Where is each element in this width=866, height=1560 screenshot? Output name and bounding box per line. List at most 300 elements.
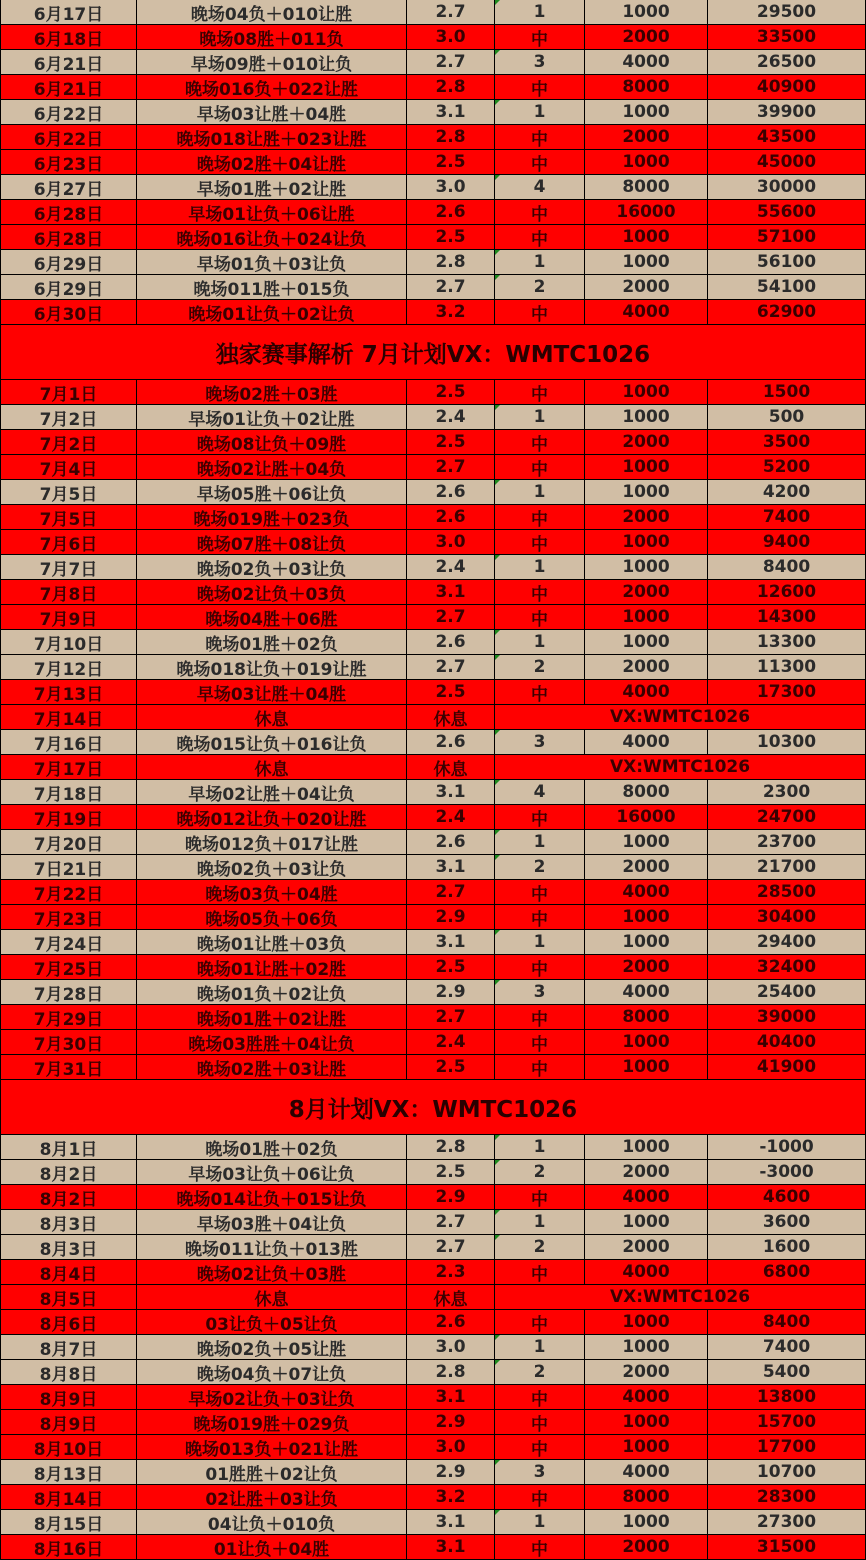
stake-cell: 1000	[585, 1510, 708, 1535]
stake-cell: 1000	[585, 1310, 708, 1335]
date-cell: 8月9日	[0, 1385, 137, 1410]
result-cell: 1	[495, 1510, 585, 1535]
pick-cell: 晚场018让胜＋023让胜	[137, 125, 407, 150]
pick-cell: 晚场011胜＋015负	[137, 275, 407, 300]
stake-cell: 8000	[585, 1485, 708, 1510]
total-cell: 27300	[708, 1510, 866, 1535]
odds-cell: 3.2	[407, 300, 495, 325]
table-row	[0, 680, 866, 705]
pick-cell: 早场01让负＋02让胜	[137, 405, 407, 430]
result-cell: 中	[495, 905, 585, 930]
note-cell: VX:WMTC1026	[495, 1285, 866, 1310]
table-row	[0, 430, 866, 455]
total-cell: 23700	[708, 830, 866, 855]
odds-cell: 2.6	[407, 630, 495, 655]
pick-cell: 晚场04负＋010让胜	[137, 0, 407, 25]
odds-cell: 3.2	[407, 1485, 495, 1510]
pick-cell: 晚场01负＋02让负	[137, 980, 407, 1005]
total-cell: 40400	[708, 1030, 866, 1055]
banner-text: 8月计划VX：WMTC1026	[0, 1080, 866, 1135]
result-cell: 中	[495, 505, 585, 530]
total-cell: 33500	[708, 25, 866, 50]
stake-cell: 1000	[585, 930, 708, 955]
date-cell: 6月21日	[0, 50, 137, 75]
total-cell: 25400	[708, 980, 866, 1005]
date-cell: 6月27日	[0, 175, 137, 200]
date-cell: 6月18日	[0, 25, 137, 50]
result-cell: 中	[495, 880, 585, 905]
stake-cell: 16000	[585, 805, 708, 830]
total-cell: 13800	[708, 1385, 866, 1410]
date-cell: 7月2日	[0, 430, 137, 455]
table-row	[0, 405, 866, 430]
result-cell: 中	[495, 605, 585, 630]
date-cell: 6月30日	[0, 300, 137, 325]
pick-cell: 早场03让胜＋04胜	[137, 100, 407, 125]
stake-cell: 1000	[585, 455, 708, 480]
table-row	[0, 1310, 866, 1335]
result-cell: 中	[495, 580, 585, 605]
table-row	[0, 505, 866, 530]
date-cell: 8月8日	[0, 1360, 137, 1385]
odds-cell: 2.9	[407, 1410, 495, 1435]
odds-cell: 休息	[407, 1285, 495, 1310]
table-row	[0, 1410, 866, 1435]
date-cell: 7月20日	[0, 830, 137, 855]
result-cell: 中	[495, 300, 585, 325]
stake-cell: 4000	[585, 730, 708, 755]
date-cell: 6月29日	[0, 275, 137, 300]
result-cell: 中	[495, 955, 585, 980]
table-row	[0, 555, 866, 580]
stake-cell: 1000	[585, 830, 708, 855]
date-cell: 8月13日	[0, 1460, 137, 1485]
date-cell: 7月25日	[0, 955, 137, 980]
stake-cell: 4000	[585, 880, 708, 905]
odds-cell: 2.4	[407, 555, 495, 580]
table-row	[0, 1210, 866, 1235]
total-cell: 39000	[708, 1005, 866, 1030]
total-cell: 26500	[708, 50, 866, 75]
date-cell: 8月1日	[0, 1135, 137, 1160]
stake-cell: 2000	[585, 1160, 708, 1185]
odds-cell: 2.8	[407, 75, 495, 100]
odds-cell: 2.9	[407, 905, 495, 930]
table-row	[0, 1385, 866, 1410]
odds-cell: 2.4	[407, 1030, 495, 1055]
date-cell: 8月14日	[0, 1485, 137, 1510]
result-cell: 1	[495, 930, 585, 955]
date-cell: 6月17日	[0, 0, 137, 25]
odds-cell: 2.6	[407, 480, 495, 505]
odds-cell: 2.5	[407, 150, 495, 175]
date-cell: 7月23日	[0, 905, 137, 930]
odds-cell: 2.9	[407, 1460, 495, 1485]
table-row	[0, 955, 866, 980]
table-row	[0, 805, 866, 830]
date-cell: 7月7日	[0, 555, 137, 580]
table-row	[0, 250, 866, 275]
total-cell: 62900	[708, 300, 866, 325]
date-cell: 6月21日	[0, 75, 137, 100]
total-cell: 29400	[708, 930, 866, 955]
odds-cell: 2.6	[407, 505, 495, 530]
pick-cell: 晚场03胜胜＋04让负	[137, 1030, 407, 1055]
table-row	[0, 1260, 866, 1285]
odds-cell: 3.1	[407, 780, 495, 805]
pick-cell: 早场01负＋03让负	[137, 250, 407, 275]
stake-cell: 4000	[585, 300, 708, 325]
date-cell: 7月29日	[0, 1005, 137, 1030]
table-row	[0, 1460, 866, 1485]
result-cell: 中	[495, 200, 585, 225]
stake-cell: 1000	[585, 1335, 708, 1360]
date-cell: 7月16日	[0, 730, 137, 755]
date-cell: 8月2日	[0, 1160, 137, 1185]
table-row	[0, 225, 866, 250]
total-cell: 17700	[708, 1435, 866, 1460]
result-cell: 中	[495, 1185, 585, 1210]
odds-cell: 3.0	[407, 1335, 495, 1360]
date-cell: 7月24日	[0, 930, 137, 955]
table-row	[0, 605, 866, 630]
stake-cell: 2000	[585, 25, 708, 50]
stake-cell: 1000	[585, 1030, 708, 1055]
pick-cell: 02让胜＋03让负	[137, 1485, 407, 1510]
pick-cell: 03让负＋05让负	[137, 1310, 407, 1335]
stake-cell: 8000	[585, 75, 708, 100]
result-cell: 1	[495, 405, 585, 430]
pick-cell: 01让负＋04胜	[137, 1535, 407, 1560]
pick-cell: 晚场02负＋05让胜	[137, 1335, 407, 1360]
pick-cell: 早场03让负＋06让负	[137, 1160, 407, 1185]
stake-cell: 1000	[585, 555, 708, 580]
total-cell: 31500	[708, 1535, 866, 1560]
pick-cell: 早场01胜＋02让胜	[137, 175, 407, 200]
result-cell: 2	[495, 1235, 585, 1260]
stake-cell: 4000	[585, 1385, 708, 1410]
result-cell: 2	[495, 855, 585, 880]
odds-cell: 2.7	[407, 0, 495, 25]
stake-cell: 4000	[585, 980, 708, 1005]
stake-cell: 16000	[585, 200, 708, 225]
odds-cell: 3.1	[407, 100, 495, 125]
total-cell: 29500	[708, 0, 866, 25]
total-cell: 2300	[708, 780, 866, 805]
total-cell: 15700	[708, 1410, 866, 1435]
odds-cell: 2.5	[407, 380, 495, 405]
odds-cell: 2.8	[407, 125, 495, 150]
result-cell: 1	[495, 1335, 585, 1360]
odds-cell: 2.5	[407, 225, 495, 250]
result-cell: 中	[495, 25, 585, 50]
odds-cell: 3.1	[407, 855, 495, 880]
date-cell: 8月2日	[0, 1185, 137, 1210]
rest-row	[0, 755, 866, 780]
result-cell: 3	[495, 50, 585, 75]
total-cell: 39900	[708, 100, 866, 125]
pick-cell: 早场03胜＋04让负	[137, 1210, 407, 1235]
date-cell: 7月19日	[0, 805, 137, 830]
total-cell: 10300	[708, 730, 866, 755]
stake-cell: 2000	[585, 275, 708, 300]
odds-cell: 2.9	[407, 1185, 495, 1210]
result-cell: 1	[495, 480, 585, 505]
note-cell: VX:WMTC1026	[495, 755, 866, 780]
date-cell: 8月3日	[0, 1235, 137, 1260]
stake-cell: 1000	[585, 530, 708, 555]
date-cell: 7日21日	[0, 855, 137, 880]
table-row	[0, 1160, 866, 1185]
pick-cell: 早场02让胜＋04让负	[137, 780, 407, 805]
table-row	[0, 780, 866, 805]
date-cell: 7月18日	[0, 780, 137, 805]
total-cell: 3500	[708, 430, 866, 455]
odds-cell: 2.5	[407, 1160, 495, 1185]
pick-cell: 晚场01胜＋02让胜	[137, 1005, 407, 1030]
odds-cell: 2.5	[407, 680, 495, 705]
total-cell: 43500	[708, 125, 866, 150]
table-row	[0, 100, 866, 125]
stake-cell: 2000	[585, 430, 708, 455]
total-cell: 21700	[708, 855, 866, 880]
table-row	[0, 630, 866, 655]
stake-cell: 2000	[585, 1360, 708, 1385]
table-row	[0, 50, 866, 75]
odds-cell: 2.4	[407, 405, 495, 430]
date-cell: 7月2日	[0, 405, 137, 430]
odds-cell: 2.3	[407, 1260, 495, 1285]
result-cell: 1	[495, 630, 585, 655]
date-cell: 7月13日	[0, 680, 137, 705]
stake-cell: 2000	[585, 855, 708, 880]
total-cell: 28500	[708, 880, 866, 905]
table-row	[0, 580, 866, 605]
total-cell: 12600	[708, 580, 866, 605]
stake-cell: 2000	[585, 580, 708, 605]
pick-cell: 晚场02胜＋03让胜	[137, 1055, 407, 1080]
pick-cell: 晚场013负＋021让胜	[137, 1435, 407, 1460]
odds-cell: 2.6	[407, 1310, 495, 1335]
stake-cell: 1000	[585, 480, 708, 505]
pick-cell: 晚场014让负＋015让负	[137, 1185, 407, 1210]
pick-cell: 晚场02负＋03让负	[137, 855, 407, 880]
stake-cell: 8000	[585, 175, 708, 200]
table-row	[0, 655, 866, 680]
odds-cell: 2.8	[407, 1135, 495, 1160]
odds-cell: 2.8	[407, 1360, 495, 1385]
section-banner	[0, 325, 866, 380]
stake-cell: 2000	[585, 655, 708, 680]
date-cell: 8月4日	[0, 1260, 137, 1285]
result-cell: 3	[495, 730, 585, 755]
odds-cell: 3.0	[407, 530, 495, 555]
total-cell: 13300	[708, 630, 866, 655]
result-cell: 1	[495, 1210, 585, 1235]
odds-cell: 3.0	[407, 1435, 495, 1460]
odds-cell: 2.5	[407, 1055, 495, 1080]
result-cell: 中	[495, 225, 585, 250]
pick-cell: 晚场01胜＋02负	[137, 630, 407, 655]
pick-cell: 晚场07胜＋08让负	[137, 530, 407, 555]
date-cell: 7月17日	[0, 755, 137, 780]
table-row	[0, 380, 866, 405]
odds-cell: 2.7	[407, 655, 495, 680]
date-cell: 7月4日	[0, 455, 137, 480]
table-row	[0, 980, 866, 1005]
stake-cell: 1000	[585, 1410, 708, 1435]
total-cell: 1500	[708, 380, 866, 405]
pick-cell: 晚场012让负＋020让胜	[137, 805, 407, 830]
total-cell: 11300	[708, 655, 866, 680]
result-cell: 1	[495, 0, 585, 25]
result-cell: 中	[495, 1410, 585, 1435]
total-cell: 55600	[708, 200, 866, 225]
pick-cell: 晚场012负＋017让胜	[137, 830, 407, 855]
table-row	[0, 1185, 866, 1210]
table-row	[0, 125, 866, 150]
result-cell: 中	[495, 430, 585, 455]
total-cell: 28300	[708, 1485, 866, 1510]
section-banner	[0, 1080, 866, 1135]
total-cell: 7400	[708, 1335, 866, 1360]
total-cell: 56100	[708, 250, 866, 275]
stake-cell: 1000	[585, 1055, 708, 1080]
pick-cell: 晚场02让胜＋04负	[137, 455, 407, 480]
total-cell: 30400	[708, 905, 866, 930]
table-row	[0, 905, 866, 930]
total-cell: 5400	[708, 1360, 866, 1385]
odds-cell: 3.0	[407, 25, 495, 50]
pick-cell: 04让负＋010负	[137, 1510, 407, 1535]
total-cell: 1600	[708, 1235, 866, 1260]
odds-cell: 3.1	[407, 1510, 495, 1535]
pick-cell: 晚场02胜＋04让胜	[137, 150, 407, 175]
date-cell: 8月16日	[0, 1535, 137, 1560]
pick-cell: 休息	[137, 705, 407, 730]
result-cell: 中	[495, 125, 585, 150]
date-cell: 7月14日	[0, 705, 137, 730]
result-cell: 中	[495, 805, 585, 830]
pick-cell: 早场01让负＋06让胜	[137, 200, 407, 225]
result-cell: 1	[495, 555, 585, 580]
pick-cell: 晚场01胜＋02负	[137, 1135, 407, 1160]
pick-cell: 晚场02胜＋03胜	[137, 380, 407, 405]
table-row	[0, 1535, 866, 1560]
date-cell: 7月28日	[0, 980, 137, 1005]
stake-cell: 1000	[585, 0, 708, 25]
total-cell: 4600	[708, 1185, 866, 1210]
odds-cell: 2.7	[407, 1005, 495, 1030]
date-cell: 7月8日	[0, 580, 137, 605]
date-cell: 8月7日	[0, 1335, 137, 1360]
total-cell: 4200	[708, 480, 866, 505]
table-row	[0, 1005, 866, 1030]
odds-cell: 2.7	[407, 1210, 495, 1235]
total-cell: 6800	[708, 1260, 866, 1285]
odds-cell: 3.1	[407, 1385, 495, 1410]
result-cell: 中	[495, 455, 585, 480]
pick-cell: 休息	[137, 755, 407, 780]
date-cell: 8月15日	[0, 1510, 137, 1535]
table-row	[0, 1360, 866, 1385]
result-cell: 中	[495, 1310, 585, 1335]
date-cell: 7月22日	[0, 880, 137, 905]
date-cell: 8月5日	[0, 1285, 137, 1310]
date-cell: 7月9日	[0, 605, 137, 630]
table-row	[0, 150, 866, 175]
odds-cell: 3.1	[407, 930, 495, 955]
odds-cell: 2.6	[407, 730, 495, 755]
stake-cell: 2000	[585, 1235, 708, 1260]
date-cell: 7月10日	[0, 630, 137, 655]
odds-cell: 休息	[407, 755, 495, 780]
stake-cell: 4000	[585, 1260, 708, 1285]
result-cell: 1	[495, 250, 585, 275]
table-row	[0, 1135, 866, 1160]
result-cell: 中	[495, 1055, 585, 1080]
table-row	[0, 530, 866, 555]
pick-cell: 早场02让负＋03让负	[137, 1385, 407, 1410]
result-cell: 1	[495, 830, 585, 855]
total-cell: 40900	[708, 75, 866, 100]
pick-cell: 晚场02让负＋03胜	[137, 1260, 407, 1285]
stake-cell: 1000	[585, 100, 708, 125]
pick-cell: 晚场016负＋022让胜	[137, 75, 407, 100]
stake-cell: 2000	[585, 1535, 708, 1560]
table-row	[0, 855, 866, 880]
pick-cell: 晚场019胜＋023负	[137, 505, 407, 530]
date-cell: 8月6日	[0, 1310, 137, 1335]
total-cell: 30000	[708, 175, 866, 200]
stake-cell: 2000	[585, 125, 708, 150]
table-row	[0, 455, 866, 480]
banner-text: 独家赛事解析 7月计划VX：WMTC1026	[0, 325, 866, 380]
stake-cell: 1000	[585, 250, 708, 275]
pick-cell: 晚场01让负＋02让负	[137, 300, 407, 325]
date-cell: 8月3日	[0, 1210, 137, 1235]
pick-cell: 晚场02负＋03让负	[137, 555, 407, 580]
pick-cell: 晚场018让负＋019让胜	[137, 655, 407, 680]
result-cell: 3	[495, 1460, 585, 1485]
table-row	[0, 930, 866, 955]
table-row	[0, 1485, 866, 1510]
result-cell: 中	[495, 1485, 585, 1510]
odds-cell: 2.7	[407, 880, 495, 905]
pick-cell: 晚场015让负＋016让负	[137, 730, 407, 755]
table-row	[0, 1030, 866, 1055]
date-cell: 6月28日	[0, 225, 137, 250]
odds-cell: 2.4	[407, 805, 495, 830]
table-row	[0, 275, 866, 300]
pick-cell: 晚场016让负＋024让负	[137, 225, 407, 250]
odds-cell: 2.5	[407, 955, 495, 980]
odds-cell: 2.7	[407, 605, 495, 630]
rest-row	[0, 1285, 866, 1310]
table-row	[0, 75, 866, 100]
total-cell: 32400	[708, 955, 866, 980]
total-cell: 10700	[708, 1460, 866, 1485]
pick-cell: 晚场019胜＋029负	[137, 1410, 407, 1435]
table-row	[0, 880, 866, 905]
total-cell: 7400	[708, 505, 866, 530]
date-cell: 7月5日	[0, 480, 137, 505]
stake-cell: 2000	[585, 955, 708, 980]
date-cell: 6月23日	[0, 150, 137, 175]
result-cell: 中	[495, 1435, 585, 1460]
date-cell: 8月10日	[0, 1435, 137, 1460]
result-cell: 1	[495, 100, 585, 125]
